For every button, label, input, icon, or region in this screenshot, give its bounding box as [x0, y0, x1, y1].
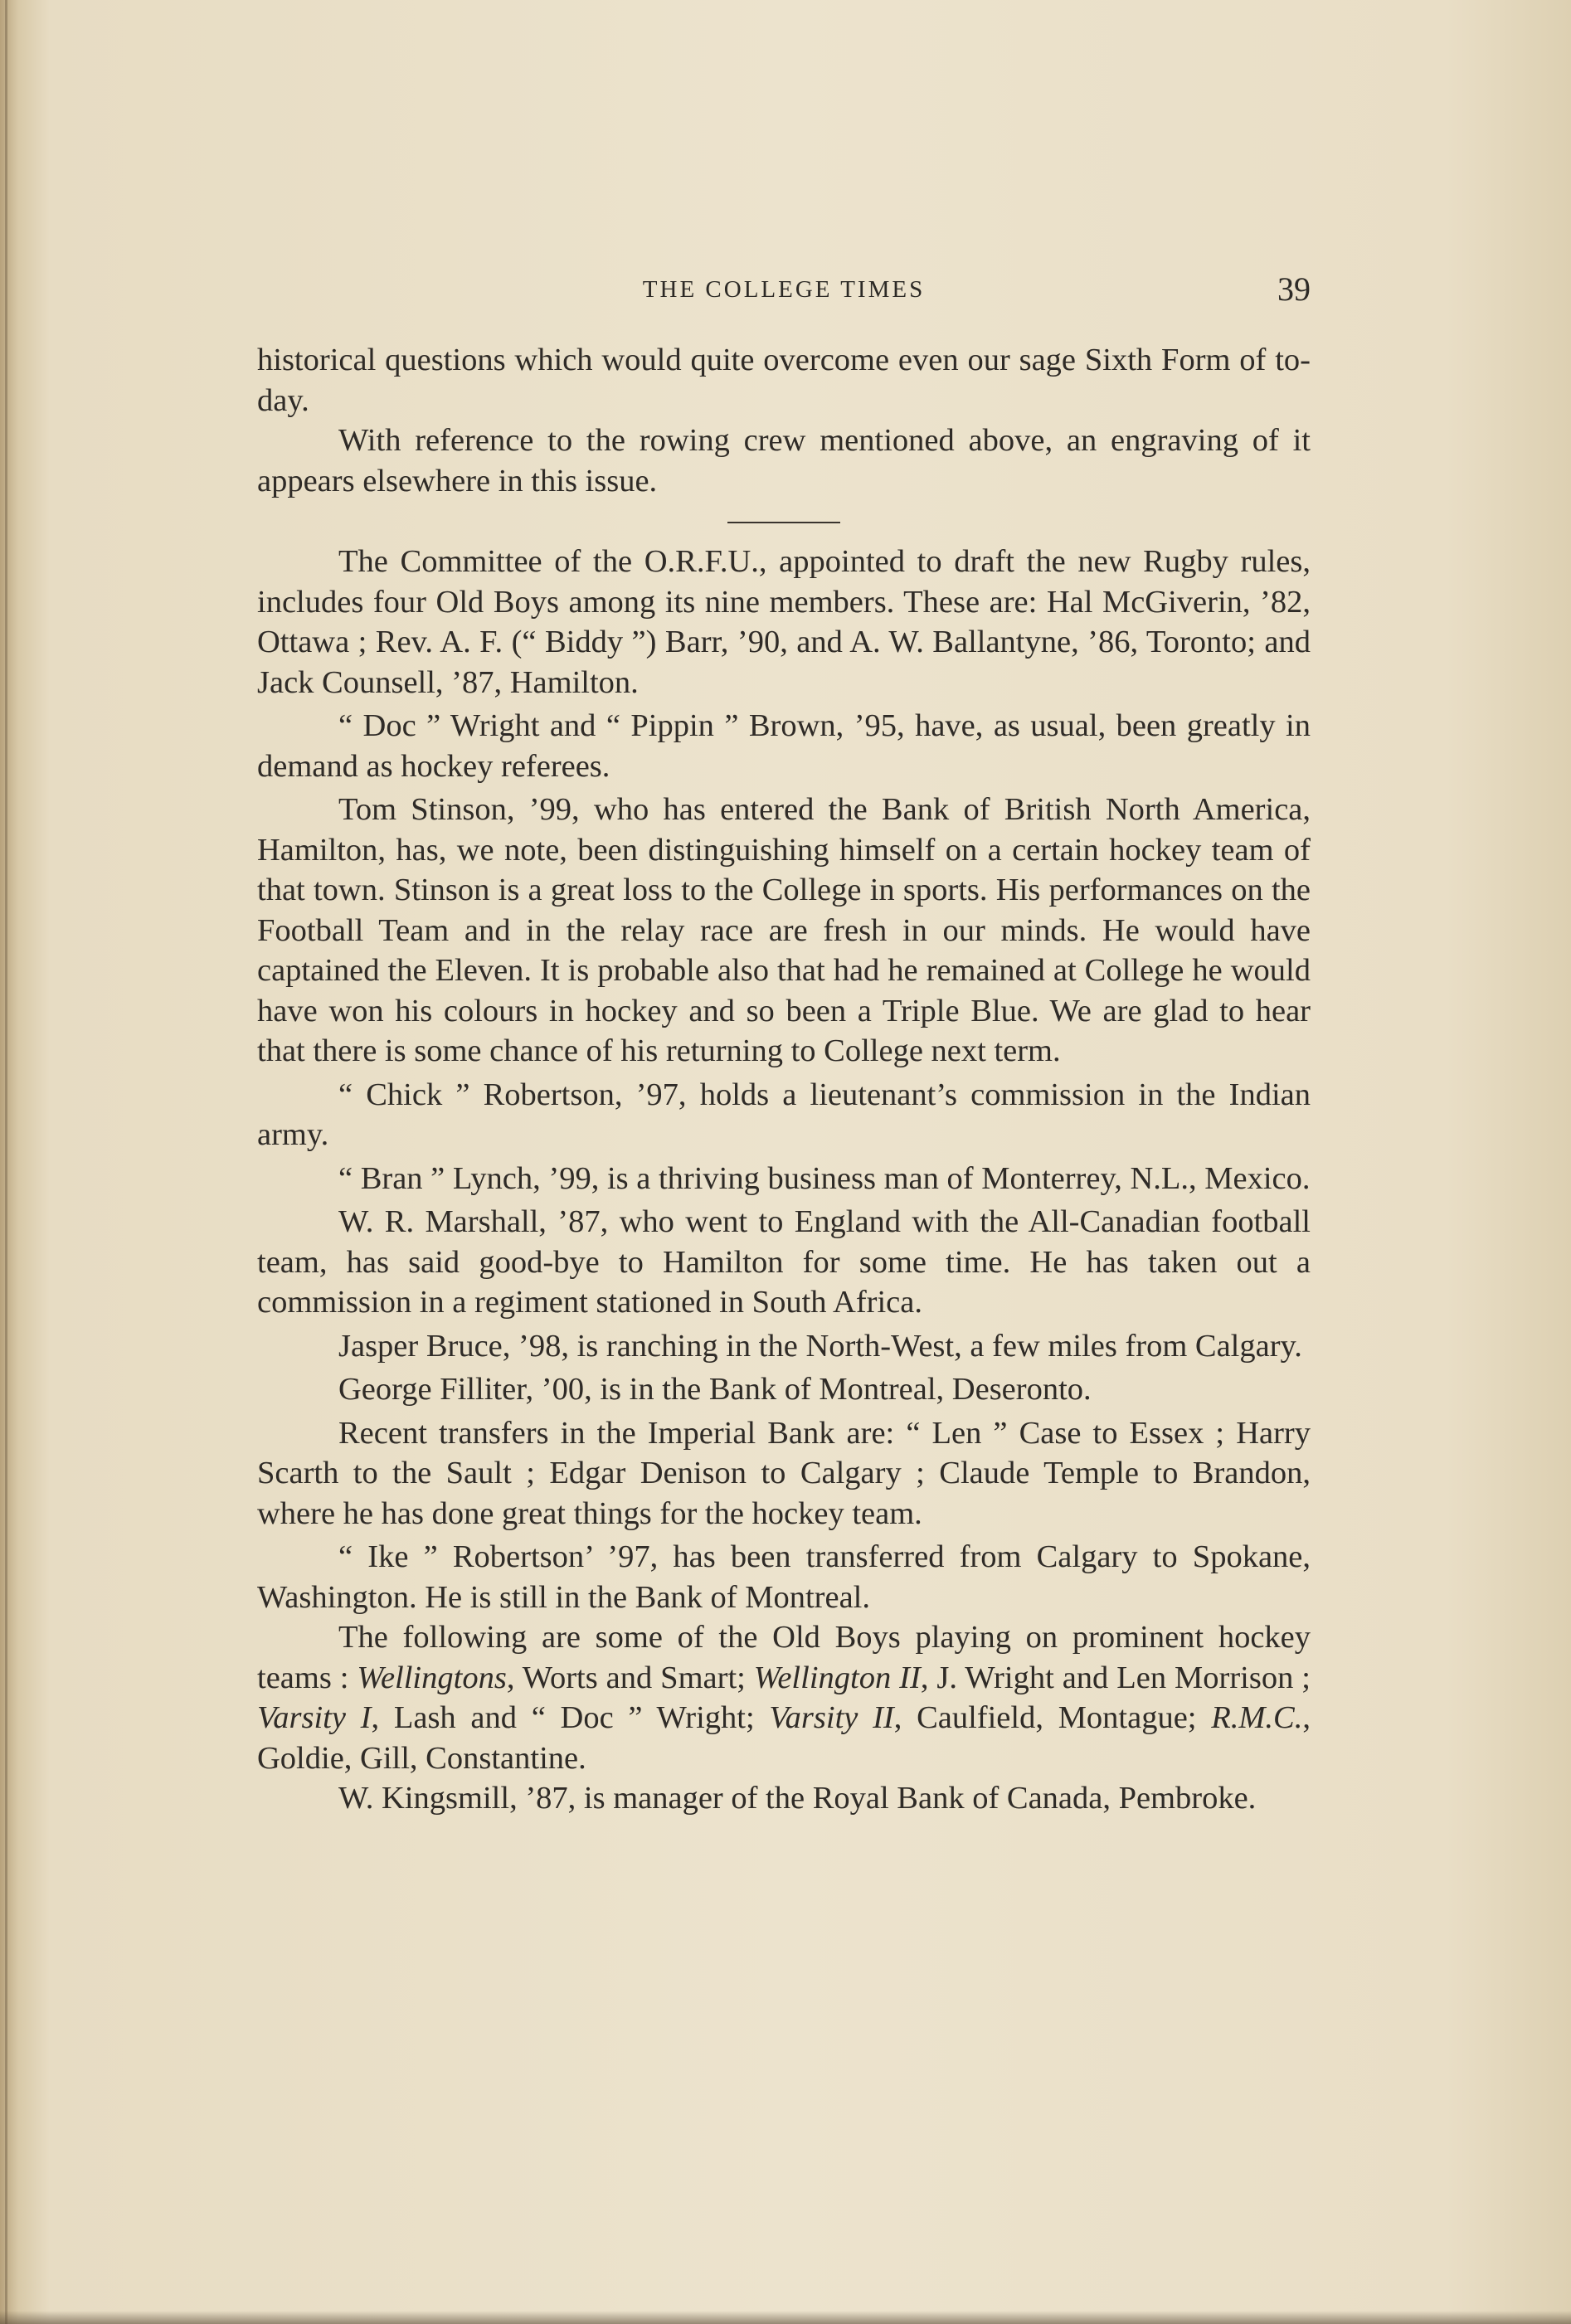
page-bottom-edge	[0, 2311, 1571, 2324]
paragraph-filliter: George Filliter, ’00, is in the Bank of Montreal, Deseronto.	[338, 1372, 1092, 1407]
article-body	[257, 340, 1311, 1819]
team-name: Varsity I	[257, 1700, 372, 1735]
team-name: Wellingtons	[357, 1660, 507, 1695]
teams-intro: The following are some of the Old Boys playing on prominent hockey teams :	[257, 1620, 1311, 1695]
team-players: , Worts and Smart;	[506, 1660, 754, 1695]
team-name: Wellington II	[753, 1660, 921, 1695]
paragraph-hockey-teams	[257, 1617, 1311, 1778]
team-players: , Goldie, Gill, Constantine.	[257, 1700, 1311, 1776]
team-name: R.M.C.	[1211, 1700, 1303, 1735]
paragraph-imperial-bank: Recent transfers in the Imperial Bank are: “ Len ” Case to Essex ; Harry Scarth to the Sault ; Edgar Denison to Calgary ; Claude Temple to Brandon, where he has done great things for the hockey team.	[257, 1415, 1311, 1531]
paragraph-rowing-crew: With reference to the rowing crew mentioned above, an engraving of it appears elsewhere in this issue.	[257, 423, 1311, 498]
paragraph-jasper-bruce: Jasper Bruce, ’98, is ranching in the North-West, a few miles from Calgary.	[338, 1328, 1302, 1364]
team-name: Varsity II	[769, 1700, 894, 1735]
paragraph-continued: historical questions which would quite overcome even our sage Sixth Form of to-day.	[257, 343, 1311, 418]
page-number: 39	[1277, 270, 1311, 308]
paragraph-referees: “ Doc ” Wright and “ Pippin ” Brown, ’95, have, as usual, been greatly in demand as hockey referees.	[257, 708, 1311, 784]
journal-title: THE COLLEGE TIMES	[642, 276, 926, 303]
team-players: , J. Wright and Len Morrison ;	[920, 1660, 1311, 1695]
team-players: , Caulfield, Montague;	[893, 1700, 1212, 1735]
paragraph-kingsmill: W. Kingsmill, ’87, is manager of the Royal Bank of Canada, Pembroke.	[338, 1781, 1257, 1816]
binding-gutter	[5, 0, 7, 2324]
running-head	[257, 270, 1311, 311]
paragraph-chick-robertson: “ Chick ” Robertson, ’97, holds a lieutenant’s commission in the Indian army.	[257, 1077, 1311, 1152]
paragraph-marshall: W. R. Marshall, ’87, who went to England with the All-Canadian football team, has said good-bye to Hamilton for some time. He has taken out a commission in a regiment stationed in South Africa.	[257, 1204, 1311, 1320]
paragraph-ike-robertson: “ Ike ” Robertson’ ’97, has been transferred from Calgary to Spokane, Washington. He is still in the Bank of Montreal.	[257, 1539, 1311, 1615]
paragraph-stinson: Tom Stinson, ’99, who has entered the Bank of British North America, Hamilton, has, we note, been distinguishing himself on a certain hockey team of that town. Stinson is a great loss to the College in sports. His performances on the Football Team and in the relay race are fresh in our minds. He would have captained the Eleven. It is probable also that had he remained at College he would have won his colours in hockey and so been a Triple Blue. We are glad to hear that there is some chance of his returning to College next term.	[257, 792, 1311, 1068]
paragraph-orfu: The Committee of the O.R.F.U., appointed to draft the new Rugby rules, includes four Old Boys among its nine members. These are: Hal McGiverin, ’82, Ottawa ; Rev. A. F. (“ Biddy ”) Barr, ’90, and A. W. Ballantyne, ’86, Toronto; and Jack Counsell, ’87, Hamilton.	[257, 544, 1311, 700]
team-players: , Lash and “ Doc ” Wright;	[371, 1700, 770, 1735]
paragraph-bran-lynch: “ Bran ” Lynch, ’99, is a thriving business man of Monterrey, N.L., Mexico.	[338, 1160, 1311, 1196]
section-divider	[727, 522, 840, 523]
